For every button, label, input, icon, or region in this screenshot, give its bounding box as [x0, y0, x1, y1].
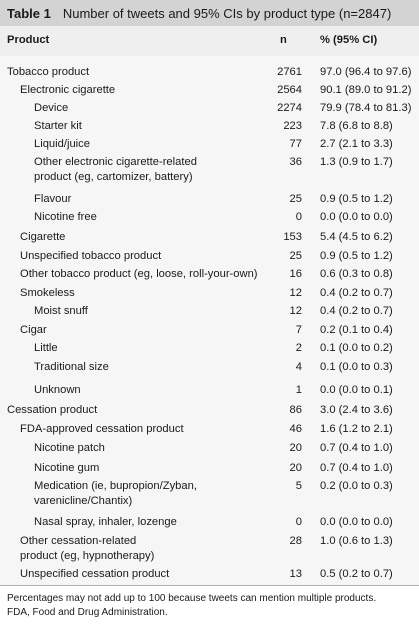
row-ci: 0.1 (0.0 to 0.3): [320, 361, 393, 373]
row-n: 2564: [277, 84, 302, 96]
row-n: 1: [295, 384, 302, 396]
row-ci: 0.7 (0.4 to 1.0): [320, 462, 393, 474]
row-ci: 0.7 (0.4 to 1.0): [320, 442, 393, 454]
row-n: 46: [289, 423, 302, 435]
row-product: Device: [34, 102, 69, 114]
row-product: Liquid/juice: [34, 138, 90, 150]
row-ci: 1.0 (0.6 to 1.3): [320, 535, 393, 547]
row-n: 13: [289, 568, 302, 580]
row-product: Traditional size: [34, 361, 109, 373]
row-ci: 0.9 (0.5 to 1.2): [320, 193, 393, 205]
row-ci: 1.6 (1.2 to 2.1): [320, 423, 393, 435]
row-n: 12: [289, 287, 302, 299]
row-ci: 0.6 (0.3 to 0.8): [320, 268, 393, 280]
row-product: Flavour: [34, 193, 72, 205]
row-product: Tobacco product: [7, 66, 90, 78]
row-n: 2761: [277, 66, 302, 78]
row-product: Medication (ie, bupropion/Zyban, varenicline/Chantix): [34, 480, 197, 507]
row-ci: 0.9 (0.5 to 1.2): [320, 250, 393, 262]
table-label: Table 1: [7, 5, 51, 21]
row-n: 20: [289, 462, 302, 474]
row-product: Electronic cigarette: [20, 84, 116, 96]
table-footnote: [0, 585, 419, 625]
row-ci: 0.4 (0.2 to 0.7): [320, 287, 393, 299]
row-n: 0: [295, 211, 302, 223]
row-product: Nicotine gum: [34, 462, 100, 474]
row-product: Unspecified tobacco product: [20, 250, 162, 262]
row-ci: 5.4 (4.5 to 6.2): [320, 231, 393, 243]
row-n: 223: [283, 120, 302, 132]
row-n: 2: [295, 342, 302, 354]
row-ci: 2.7 (2.1 to 3.3): [320, 138, 393, 150]
row-n: 77: [289, 138, 302, 150]
row-ci: 1.3 (0.9 to 1.7): [320, 156, 393, 168]
row-ci: 90.1 (89.0 to 91.2): [320, 84, 412, 96]
row-ci: 0.2 (0.1 to 0.4): [320, 324, 393, 336]
row-ci: 0.0 (0.0 to 0.0): [320, 211, 393, 223]
row-ci: 0.5 (0.2 to 0.7): [320, 568, 393, 580]
row-ci: 0.0 (0.0 to 0.1): [320, 384, 393, 396]
row-n: 7: [295, 324, 302, 336]
row-n: 28: [289, 535, 302, 547]
row-n: 0: [295, 516, 302, 528]
row-product: Little: [34, 342, 58, 354]
row-product: Nasal spray, inhaler, lozenge: [34, 516, 177, 528]
row-product: Smokeless: [20, 287, 75, 299]
row-product: Nicotine free: [34, 211, 97, 223]
row-product: Unspecified cessation product: [20, 568, 170, 580]
row-n: 36: [289, 156, 302, 168]
table-title-bar: [0, 0, 419, 26]
row-n: 5: [295, 480, 302, 492]
table-body: [0, 56, 419, 585]
row-product: Other tobacco product (eg, loose, roll-your-own): [20, 268, 258, 280]
header-ci: % (95% CI): [320, 34, 378, 46]
row-ci: 0.0 (0.0 to 0.0): [320, 516, 393, 528]
row-n: 4: [295, 361, 302, 373]
row-ci: 0.2 (0.0 to 0.3): [320, 480, 393, 492]
row-product: Starter kit: [34, 120, 82, 132]
row-n: 153: [283, 231, 302, 243]
row-product: Unknown: [34, 384, 81, 396]
row-n: 86: [289, 404, 302, 416]
row-product: FDA-approved cessation product: [20, 423, 184, 435]
row-product: Nicotine patch: [34, 442, 105, 454]
row-product: Cessation product: [7, 404, 98, 416]
header-product: Product: [7, 34, 50, 46]
table-title: Number of tweets and 95% CIs by product type (n=2847): [62, 5, 392, 21]
row-ci: 0.4 (0.2 to 0.7): [320, 305, 393, 317]
row-product: Cigar: [20, 324, 47, 336]
footnote-line: Percentages may not add up to 100 because tweets can mention multiple products.: [7, 593, 377, 604]
header-n: n: [280, 34, 287, 46]
row-product: Moist snuff: [34, 305, 88, 317]
row-ci: 97.0 (96.4 to 97.6): [320, 66, 412, 78]
row-ci: 7.8 (6.8 to 8.8): [320, 120, 393, 132]
row-ci: 79.9 (78.4 to 81.3): [320, 102, 412, 114]
row-n: 25: [289, 250, 302, 262]
row-n: 16: [289, 268, 302, 280]
row-n: 25: [289, 193, 302, 205]
footnote-line: FDA, Food and Drug Administration.: [7, 607, 168, 618]
row-ci: 3.0 (2.4 to 3.6): [320, 404, 393, 416]
row-n: 2274: [277, 102, 302, 114]
row-product: Other electronic cigarette-related product (eg, cartomizer, battery): [34, 156, 197, 183]
row-n: 12: [289, 305, 302, 317]
row-n: 20: [289, 442, 302, 454]
row-product: Other cessation-related product (eg, hypnotherapy): [20, 535, 155, 562]
row-product: Cigarette: [20, 231, 66, 243]
row-ci: 0.1 (0.0 to 0.2): [320, 342, 393, 354]
table-header: [0, 26, 419, 56]
